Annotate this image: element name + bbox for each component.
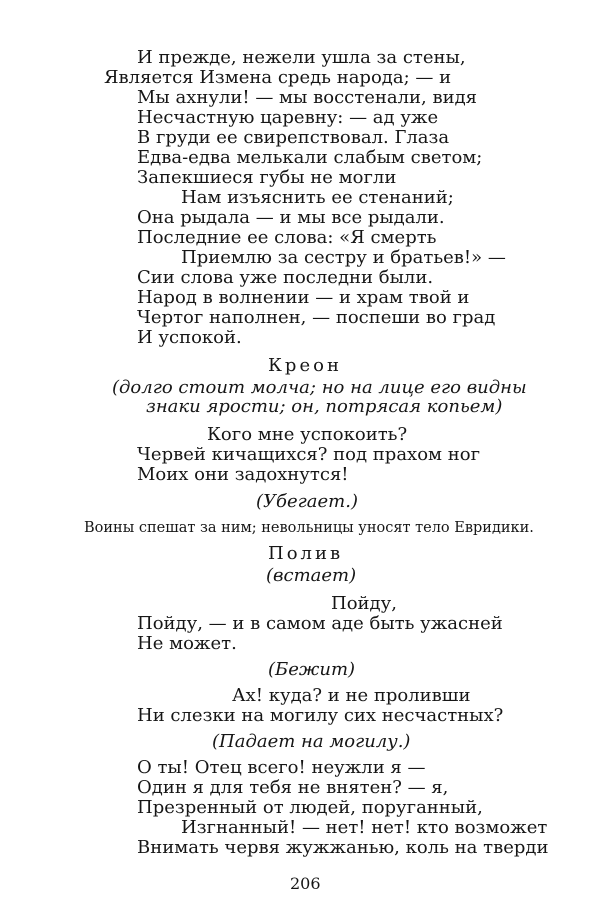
verse-line: Червей кичащихся? под прахом ног	[137, 444, 481, 465]
verse-line: Один я для тебя не внятен? — я,	[137, 777, 449, 798]
stage-direction: (долго стоит молча; но на лице его видны	[112, 377, 527, 398]
verse-line: Пойду, — и в самом аде быть ужасней	[137, 613, 503, 634]
stage-direction: (Убегает.)	[256, 491, 358, 512]
verse-line: Презренный от людей, поруганный,	[137, 797, 483, 818]
verse-line: Нам изъяснить ее стенаний;	[181, 187, 454, 208]
verse-line: Внимать червя жужжанью, коль на тверди	[137, 837, 549, 858]
verse-line: Изгнанный! — нет! нет! кто возможет	[181, 817, 548, 838]
verse-line: Ах! куда? и не проливши	[232, 685, 471, 706]
verse-line: Не может.	[137, 633, 237, 654]
verse-line: Является Измена средь народа; — и	[104, 67, 452, 88]
verse-line: Несчастную царевну: — ад уже	[137, 107, 439, 128]
verse-line: Сии слова уже последни были.	[137, 267, 434, 288]
stage-direction: (Падает на могилу.)	[212, 731, 411, 752]
stage-direction: (Бежит)	[268, 659, 356, 680]
verse-line: Ни слезки на могилу сих несчастных?	[137, 705, 504, 726]
verse-line: Пойду,	[331, 593, 397, 614]
verse-line: И успокой.	[137, 327, 242, 348]
verse-line: Запекшиеся губы не могли	[137, 167, 397, 188]
verse-line: Народ в волнении — и храм твой и	[137, 287, 470, 308]
page-number: 206	[290, 874, 321, 893]
verse-line: Она рыдала — и мы все рыдали.	[137, 207, 445, 228]
verse-line: Приемлю за сестру и братьев!» —	[181, 247, 506, 268]
verse-line: Моих они задохнутся!	[137, 464, 349, 485]
speaker-name-kreon: Креон	[268, 355, 342, 376]
verse-line: Последние ее слова: «Я смерть	[137, 227, 437, 248]
verse-line: Мы ахнули! — мы восстенали, видя	[137, 87, 478, 108]
verse-line: И прежде, нежели ушла за стены,	[137, 47, 466, 68]
stage-direction: знаки ярости; он, потрясая копьем)	[146, 396, 503, 417]
stage-direction: (встает)	[266, 565, 357, 586]
verse-line: В груди ее свирепствовал. Глаза	[137, 127, 450, 148]
speaker-name-poliv: Полив	[268, 543, 344, 564]
verse-line: О ты! Отец всего! неужли я —	[137, 757, 426, 778]
stage-direction: Воины спешат за ним; невольницы уносят тело Евридики.	[84, 520, 534, 536]
verse-line: Едва-едва мелькали слабым светом;	[137, 147, 483, 168]
verse-line: Кого мне успокоить?	[207, 424, 408, 445]
verse-line: Чертог наполнен, — поспеши во град	[137, 307, 496, 328]
